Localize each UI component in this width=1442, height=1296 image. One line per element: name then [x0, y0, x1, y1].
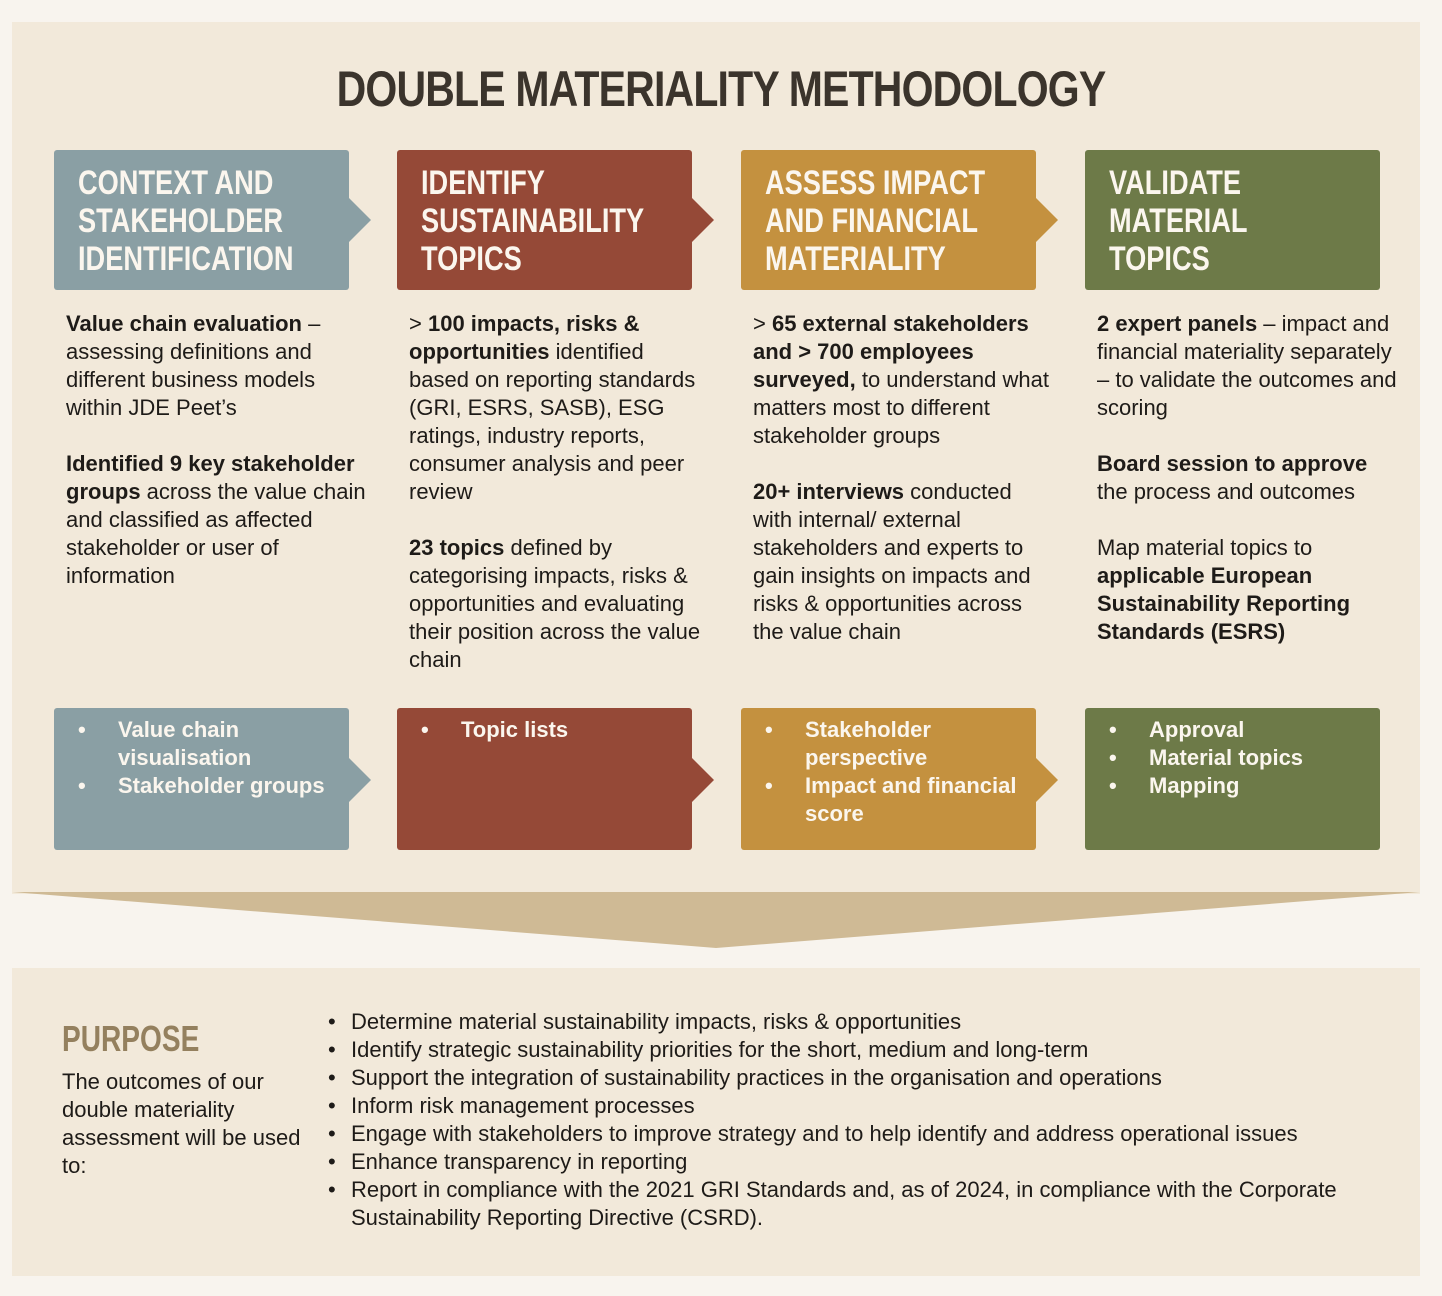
text: > — [753, 311, 772, 336]
bold-text: 2 expert panels — [1097, 311, 1258, 336]
step-paragraph — [1097, 534, 1397, 646]
step-paragraph — [409, 310, 709, 506]
output-item: • Material topics — [1107, 744, 1370, 772]
bold-text: 23 topics — [409, 535, 505, 560]
output-item: • Approval — [1107, 716, 1370, 744]
arrow-right-icon — [1036, 758, 1058, 802]
step-paragraph — [66, 310, 366, 422]
step-outputs — [76, 716, 339, 800]
purpose-item: • Determine material sustainability impacts, risks & opportunities — [326, 1008, 1396, 1036]
step-body — [753, 310, 1053, 674]
step-context — [54, 150, 366, 798]
step-outputs-box — [397, 708, 692, 850]
purpose-title: PURPOSE — [62, 1018, 200, 1059]
step-validate — [1085, 150, 1397, 798]
bold-text: Board session to approve — [1097, 451, 1368, 476]
step-heading-box — [397, 150, 692, 290]
text: the process and outcomes — [1097, 479, 1356, 504]
step-paragraph — [753, 310, 1053, 450]
page-title: DOUBLE MATERIALITY METHODOLOGY — [336, 61, 1106, 117]
text: – assessing definitions and different business models within JDE Peet’s — [66, 311, 321, 420]
purpose-item: • Support the integration of sustainability practices in the organisation and operations — [326, 1064, 1396, 1092]
text: identified based on reporting standards (GRI, ESRS, SASB), ESG ratings, industry reports, consumer analysis and peer review — [409, 339, 696, 504]
text: – impact and financial materiality separately – to validate the outcomes and scoring — [1097, 311, 1397, 420]
text: defined by categorising impacts, risks & opportunities and evaluating their position across the value chain — [409, 535, 701, 672]
step-identify — [397, 150, 701, 742]
purpose-item: • Inform risk management processes — [326, 1092, 1396, 1120]
step-outputs-box — [54, 708, 349, 850]
step-assess — [741, 150, 1049, 826]
step-body — [66, 310, 366, 618]
output-item: • Topic lists — [419, 716, 682, 744]
text: > — [409, 311, 428, 336]
text: conducted with internal/ external stakeholders and experts to gain insights on impacts and risks & opportunities across the value chain — [753, 479, 1031, 644]
step-heading-box — [54, 150, 349, 290]
step-paragraph — [753, 478, 1053, 646]
step-heading: IDENTIFY SUSTAINABILITY TOPICS — [421, 164, 645, 278]
step-outputs-box — [1085, 708, 1380, 850]
step-body — [1097, 310, 1397, 674]
step-outputs — [419, 716, 682, 744]
purpose-intro: The outcomes of our double materiality assessment will be used to: — [62, 1069, 301, 1178]
arrow-right-icon — [349, 758, 371, 802]
step-paragraph — [66, 450, 366, 590]
output-item: • Value chain visualisation — [76, 716, 339, 772]
step-body — [409, 310, 709, 702]
step-outputs — [1107, 716, 1370, 800]
step-heading: VALIDATE MATERIAL TOPICS — [1109, 164, 1248, 278]
bold-text: applicable European Sustainability Reporting Standards (ESRS) — [1097, 563, 1351, 644]
arrow-right-icon — [1036, 198, 1058, 242]
step-paragraph — [409, 534, 709, 674]
step-outputs — [763, 716, 1026, 828]
output-item: • Impact and financial score — [763, 772, 1026, 828]
text: across the value chain and classified as affected stakeholder or user of information — [66, 479, 366, 588]
bold-text: 100 impacts, risks & opportunities — [409, 311, 640, 364]
bold-text: 65 external stakeholders and > 700 employees surveyed, — [753, 311, 1029, 392]
step-paragraph — [1097, 310, 1397, 422]
arrow-right-icon — [349, 198, 371, 242]
bold-text: Value chain evaluation — [66, 311, 302, 336]
purpose-item: • Report in compliance with the 2021 GRI Standards and, as of 2024, in compliance with the Corporate Sustainability Reporting Directive (CSRD). — [326, 1176, 1396, 1232]
step-heading-box — [741, 150, 1036, 290]
step-paragraph — [1097, 450, 1397, 506]
output-item: • Mapping — [1107, 772, 1370, 800]
step-heading: CONTEXT AND STAKEHOLDER IDENTIFICATION — [78, 164, 294, 278]
purpose-item: • Enhance transparency in reporting — [326, 1148, 1396, 1176]
output-item: • Stakeholder groups — [76, 772, 339, 800]
arrow-right-icon — [692, 198, 714, 242]
arrow-right-icon — [692, 758, 714, 802]
output-item: • Stakeholder perspective — [763, 716, 1026, 772]
text: Map material topics to — [1097, 535, 1313, 560]
purpose-item: • Identify strategic sustainability priorities for the short, medium and long-term — [326, 1036, 1396, 1064]
funnel-arrow-icon — [12, 892, 1420, 948]
text: to understand what matters most to different stakeholder groups — [753, 367, 1049, 448]
purpose-list — [326, 1008, 1396, 1232]
step-outputs-box — [741, 708, 1036, 850]
bold-text: 20+ interviews — [753, 479, 905, 504]
purpose-item: • Engage with stakeholders to improve strategy and to help identify and address operational issues — [326, 1120, 1396, 1148]
step-heading: ASSESS IMPACT AND FINANCIAL MATERIALITY — [765, 164, 986, 278]
bold-text: Identified 9 key stakeholder groups — [66, 451, 355, 504]
step-heading-box — [1085, 150, 1380, 290]
